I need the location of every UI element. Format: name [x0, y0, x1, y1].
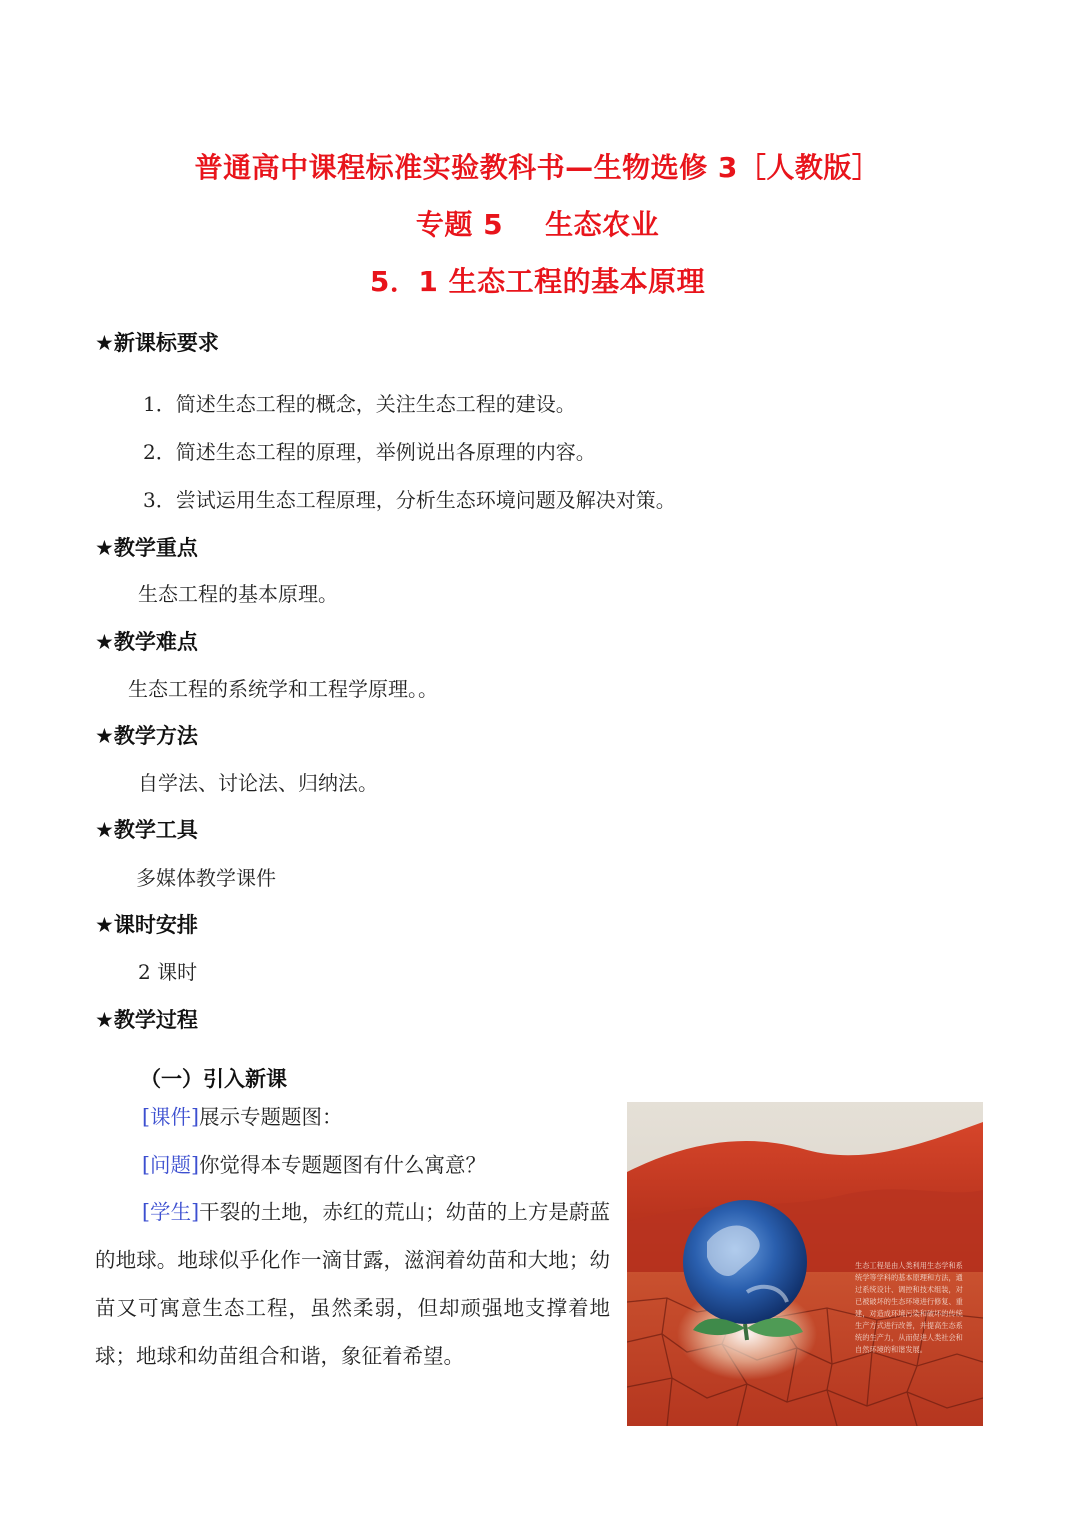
figure-caption-line: 统的生产力，从而促进人类社会和: [855, 1333, 963, 1342]
question-paragraph: [95, 1141, 610, 1189]
courseware-tag: [课件]: [142, 1105, 199, 1129]
document-title: 普通高中课程标准实验教科书—生物选修 3［人教版］: [194, 151, 881, 184]
figure-caption-line: 建，对造成环境污染和破坏的传统: [855, 1309, 963, 1318]
courseware-text: 展示专题题图：: [199, 1105, 343, 1129]
student-tag: [学生]: [142, 1200, 200, 1224]
globe-sprout-image: [627, 1102, 983, 1426]
chapter-number: 专题 5: [415, 208, 504, 241]
method-heading: ★教学方法: [95, 724, 198, 748]
standards-heading: ★新课标要求: [95, 331, 219, 355]
figure-caption-line: 自然环境的和谐发展。: [855, 1345, 927, 1354]
standards-item-3: 3．尝试运用生态工程原理，分析生态环境问题及解决对策。: [143, 488, 676, 512]
figure-caption-line: 生产方式进行改善，并提高生态系: [855, 1321, 963, 1330]
figure-caption-line: 已被破坏的生态环境进行修复、重: [855, 1297, 963, 1306]
chapter-name: 生态农业: [545, 208, 660, 241]
question-text: 你觉得本专题题图有什么寓意？: [199, 1153, 486, 1177]
question-tag: [问题]: [142, 1153, 199, 1177]
student-text: 干裂的土地，赤红的荒山；幼苗的上方是蔚蓝的地球。地球似乎化作一滴甘露，滋润着幼苗和大地；幼苗又可寓意生态工程，虽然柔弱，但却顽强地支撑着地球；地球和幼苗组合和谐，象征着希望。: [95, 1200, 611, 1368]
topic-illustration: [627, 1102, 983, 1426]
student-paragraph: [95, 1188, 610, 1380]
lesson-subheading: （一）引入新课: [140, 1067, 287, 1091]
figure-caption-line: 统学等学科的基本原理和方法，通: [855, 1273, 963, 1282]
section-title: 5．1 生态工程的基本原理: [369, 265, 706, 298]
schedule-heading: ★课时安排: [95, 913, 198, 937]
process-heading: ★教学过程: [95, 1008, 198, 1032]
tools-text: 多媒体教学课件: [136, 866, 276, 890]
figure-caption-line: 生态工程是由人类利用生态学和系: [855, 1261, 963, 1270]
standards-item-2: 2．简述生态工程的原理，举例说出各原理的内容。: [143, 440, 596, 464]
figure-caption-line: 过系统设计、调控和技术组装，对: [855, 1285, 963, 1294]
key-point-heading: ★教学重点: [95, 536, 198, 560]
chapter-title: [0, 203, 1075, 243]
key-point-text: 生态工程的基本原理。: [138, 582, 338, 606]
schedule-text: 2 课时: [138, 960, 198, 984]
difficulty-text: 生态工程的系统学和工程学原理。。: [128, 677, 438, 701]
tools-heading: ★教学工具: [95, 818, 198, 842]
standards-item-1: 1．简述生态工程的概念，关注生态工程的建设。: [143, 392, 576, 416]
courseware-paragraph: [95, 1093, 610, 1141]
difficulty-heading: ★教学难点: [95, 630, 198, 654]
method-text: 自学法、讨论法、归纳法。: [138, 771, 378, 795]
